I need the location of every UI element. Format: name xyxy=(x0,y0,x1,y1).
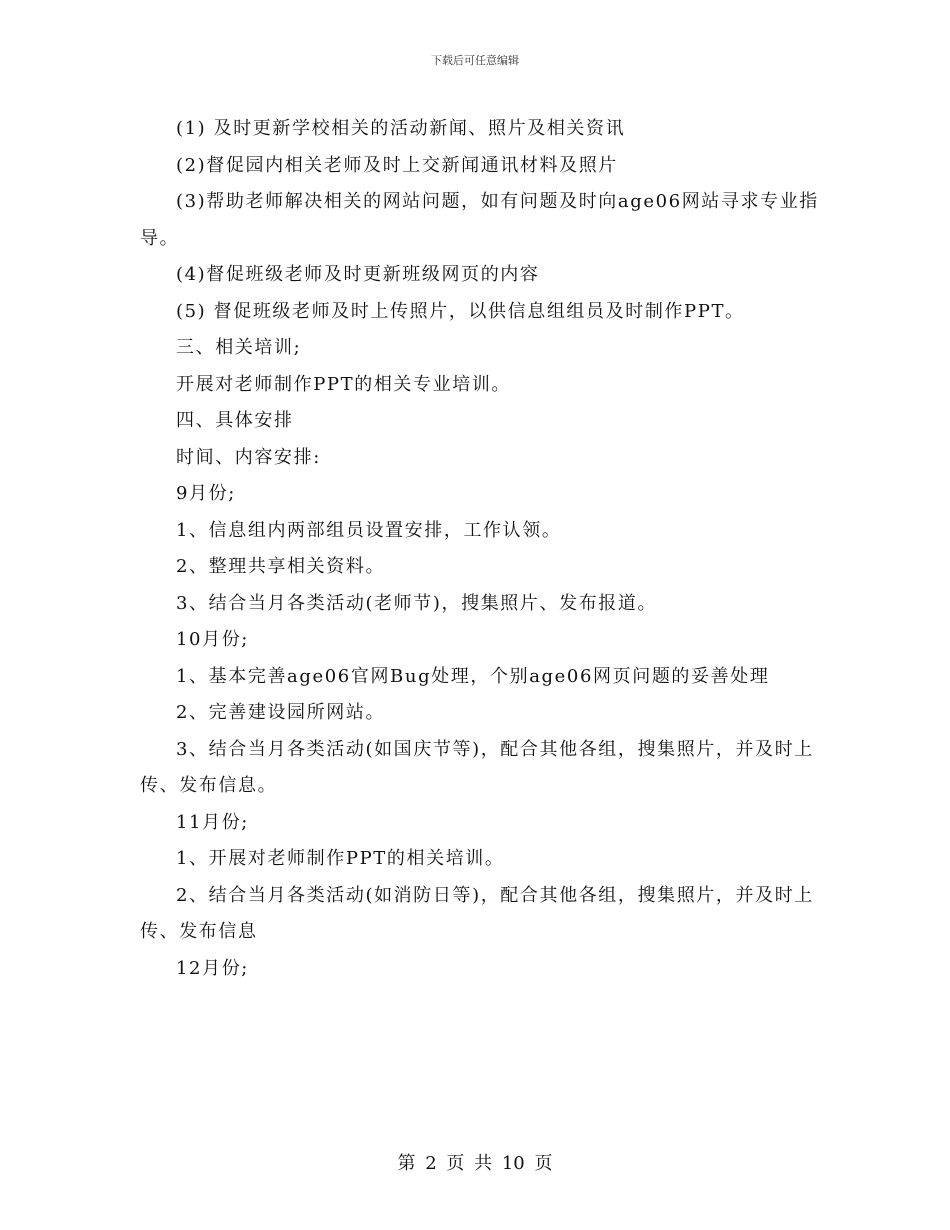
paragraph: 2、完善建设园所网站。 xyxy=(176,702,386,723)
paragraph: 开展对老师制作PPT的相关专业培训。 xyxy=(176,373,512,395)
section-heading: 三、相关培训; xyxy=(176,337,302,358)
paragraph: (3)帮助老师解决相关的网站问题，如有问题及时向age06网站寻求专业指导。 xyxy=(140,191,819,249)
paragraph: 3、结合当月各类活动(老师节)，搜集照片、发布报道。 xyxy=(176,592,658,614)
paragraph: 1、信息组内两部组员设置安排，工作认领。 xyxy=(176,519,562,541)
paragraph: (4)督促班级老师及时更新班级网页的内容 xyxy=(176,264,540,285)
paragraph: 时间、内容安排: xyxy=(176,446,321,468)
section-heading: 四、具体安排 xyxy=(176,410,294,431)
month-heading: 12月份; xyxy=(176,957,249,979)
month-heading: 10月份; xyxy=(176,629,249,650)
document-body xyxy=(140,111,820,987)
paragraph: 1、基本完善age06官网Bug处理，个别age06网页问题的妥善处理 xyxy=(176,665,770,687)
month-heading: 9月份; xyxy=(176,483,236,504)
paragraph: 2、结合当月各类活动(如消防日等)，配合其他各组，搜集照片，并及时上传、发布信息 xyxy=(140,884,814,942)
paragraph: 3、结合当月各类活动(如国庆节等)，配合其他各组，搜集照片，并及时上传、发布信息。 xyxy=(140,738,814,796)
page-header: 下载后可任意编辑 xyxy=(431,54,519,67)
page-number-footer: 第 2 页 共 10 页 xyxy=(397,1153,553,1174)
paragraph: (5) 督促班级老师及时上传照片，以供信息组组员及时制作PPT。 xyxy=(176,300,745,322)
paragraph: (2)督促园内相关老师及时上交新闻通讯材料及照片 xyxy=(176,154,618,176)
paragraph: 2、整理共享相关资料。 xyxy=(176,556,386,577)
paragraph: 1、开展对老师制作PPT的相关培训。 xyxy=(176,848,505,869)
paragraph: (1) 及时更新学校相关的活动新闻、照片及相关资讯 xyxy=(176,118,626,139)
month-heading: 11月份; xyxy=(176,811,249,833)
